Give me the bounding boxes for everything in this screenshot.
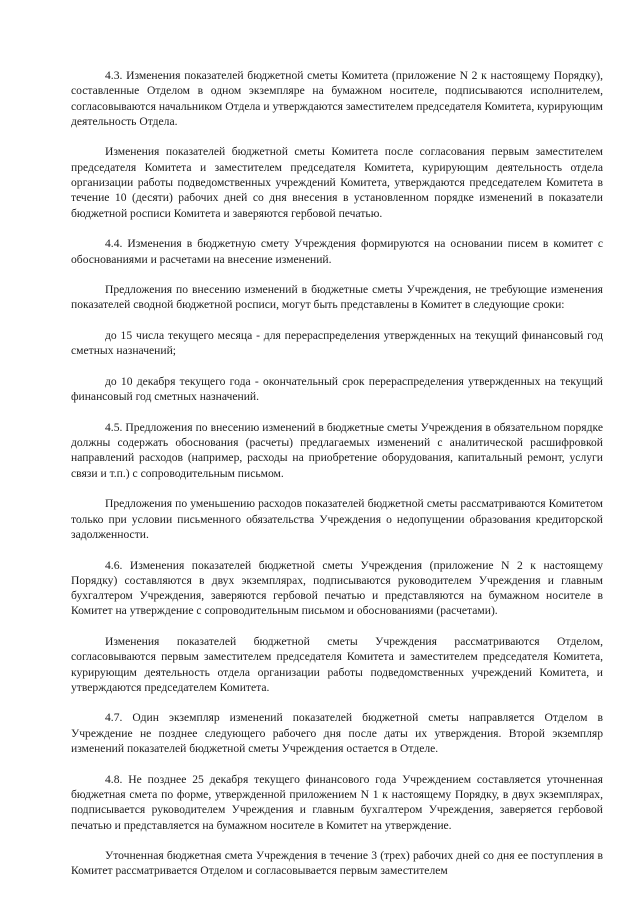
document-body <box>71 68 603 894</box>
paragraph-4-8: 4.8. Не позднее 25 декабря текущего финансового года Учреждением составляется уточненная бюджетная смета по форме, утвержденной приложением N 1 к настоящему Порядку, в двух экземплярах, подписывается руководителем Учреждения и главным бухгалтером Учреждения, заверяется гербовой печатью и представляется на бумажном носителе в Комитет на утверждение. <box>71 772 603 832</box>
paragraph-proposals-deadlines: Предложения по внесению изменений в бюджетные сметы Учреждения, не требующие изменения показателей сводной бюджетной росписи, могут быть представлены в Комитет в следующие сроки: <box>71 283 603 312</box>
paragraph-expense-reduction: Предложения по уменьшению расходов показателей бюджетной сметы рассматриваются Комитетом только при условии письменного обязательства Учреждения о недопущении образования кредиторской задолженности. <box>71 497 603 541</box>
paragraph-institution-review: Изменения показателей бюджетной сметы Учреждения рассматриваются Отделом, согласовываются первым заместителем председателя Комитета и заместителем председателя Комитета, курирующим деятельность отдела организации работы подведомственных учреждений Комитета, и утверждаются председателем Комитета. <box>71 634 603 694</box>
paragraph-4-3: 4.3. Изменения показателей бюджетной сметы Комитета (приложение N 2 к настоящему Порядку), составленные Отделом в одном экземпляре на бумажном носителе, подписываются исполнителем, согласовываются начальником Отдела и утверждаются заместителем председателя Комитета, курирующим деятельность Отдела. <box>71 69 603 128</box>
paragraph-deadline-december: до 10 декабря текущего года - окончательный срок перераспределения утвержденных на текущий финансовый год сметных назначений. <box>71 374 603 404</box>
paragraph-4-7: 4.7. Один экземпляр изменений показателей бюджетной сметы направляется Отделом в Учреждение не позднее следующего рабочего дня после даты их утверждения. Второй экземпляр изменений показателей бюджетной сметы Учреждения остается в Отделе. <box>71 711 603 756</box>
paragraph-deadline-15th: до 15 числа текущего месяца - для перераспределения утвержденных на текущий финансовый год сметных назначений; <box>71 329 603 358</box>
paragraph-refined-estimate: Уточненная бюджетная смета Учреждения в течение 3 (трех) рабочих дней со дня ее поступления в Комитет рассматривается Отделом и согласовывается первым заместителем <box>71 849 603 878</box>
paragraph-committee-approval: Изменения показателей бюджетной сметы Комитета после согласования первым заместителем председателя Комитета и заместителем председателя Комитета, курирующим деятельность отдела организации работы подведомственных учреждений Комитета, утверждаются председателем Комитета в течение 10 (десяти) рабочих дней со дня внесения в установленном порядке изменений в показатели бюджетной росписи Комитета и заверяются гербовой печатью. <box>71 145 603 220</box>
paragraph-4-5: 4.5. Предложения по внесению изменений в бюджетные сметы Учреждения в обязательном порядке должны содержать обоснования (расчеты) предлагаемых изменений с аналитической расшифровкой направлений расходов (например, расходы на приобретение оборудования, капитальный ремонт, услуги связи и т.п.) с сопроводительным письмом. <box>71 420 603 480</box>
paragraph-4-4: 4.4. Изменения в бюджетную смету Учреждения формируются на основании писем в комитет с обоснованиями и расчетами на внесение изменений. <box>71 237 603 266</box>
paragraph-4-6: 4.6. Изменения показателей бюджетной сметы Учреждения (приложение N 2 к настоящему Порядку) составляются в двух экземплярах, подписываются руководителем Учреждения и главным бухгалтером Учреждения, заверяются гербовой печатью и представляются на бумажном носителе в Комитет на утверждение с сопроводительным письмом и обоснованиями (расчетами). <box>71 558 603 618</box>
